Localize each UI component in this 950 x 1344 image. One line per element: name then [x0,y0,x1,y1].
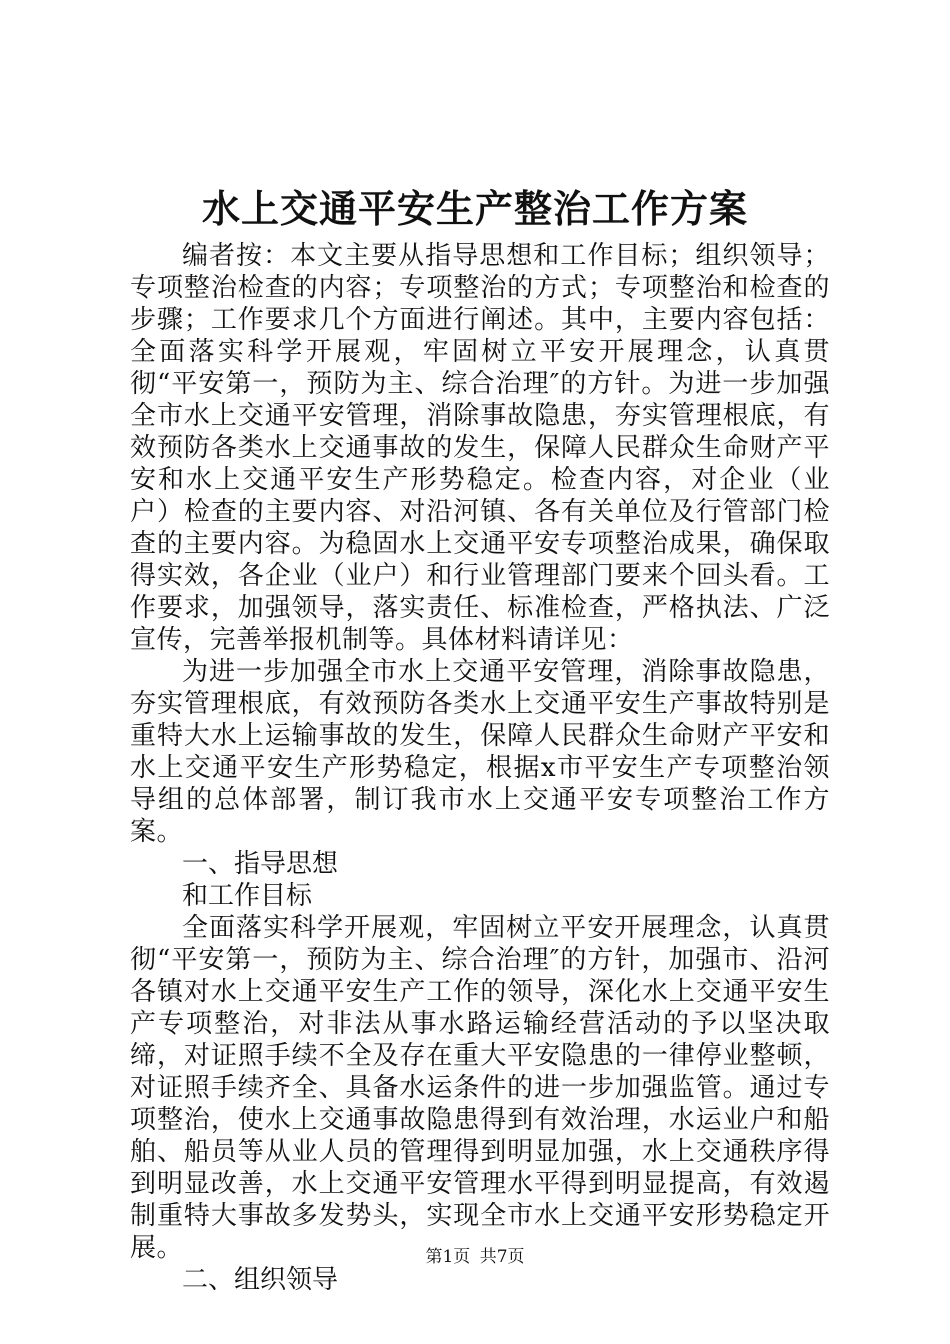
intro-paragraph: 为进一步加强全市水上交通平安管理，消除事故隐患，夯实管理根底，有效预防各类水上交通平安生产事故特别是重特大水上运输事故的发生，保障人民群众生命财产平安和水上交通平安生产形势稳定，根据x市平安生产专项整治领导组的总体部署，制订我市水上交通平安专项整治工作方案。 [130,657,830,847]
page-footer [0,1245,950,1269]
document-title: 水上交通平安生产整治工作方案 [201,186,748,231]
page-total-label: 共7页 [479,1247,525,1267]
editor-note-paragraph: 编者按：本文主要从指导思想和工作目标；组织领导；专项整治检查的内容；专项整治的方式；专项整治和检查的步骤；工作要求几个方面进行阐述。其中，主要内容包括：全面落实科学开展观，牢固树立平安开展理念，认真贯彻“平安第一，预防为主、综合治理″的方针。为进一步加强全市水上交通平安管理，消除事故隐患，夯实管理根底，有效预防各类水上交通事故的发生，保障人民群众生命财产平安和水上交通平安生产形势稳定。检查内容，对企业（业户）检查的主要内容、对沿河镇、各有关单位及行管部门检查的主要内容。为稳固水上交通平安专项整治成果，确保取得实效，各企业（业户）和行业管理部门要来个回头看。工作要求，加强领导，落实责任、标准检查，严格执法、广泛宣传，完善举报机制等。具体材料请详见： [130,241,830,655]
page-number-label: 第1页 [425,1247,471,1267]
document-body [130,240,830,1296]
section-1-subheading: 和工作目标 [182,881,313,911]
section-1-heading: 一、指导思想 [182,849,339,879]
section-2-heading: 二、组织领导 [182,1265,339,1295]
section-1-body-paragraph: 全面落实科学开展观，牢固树立平安开展理念，认真贯彻“平安第一，预防为主、综合治理″的方针，加强市、沿河各镇对水上交通平安生产工作的领导，深化水上交通平安生产专项整治，对非法从事水路运输经营活动的予以坚决取缔，对证照手续不全及存在重大平安隐患的一律停业整顿，对证照手续齐全、具备水运条件的进一步加强监管。通过专项整治，使水上交通事故隐患得到有效治理，水运业户和船舶、船员等从业人员的管理得到明显加强，水上交通秩序得到明显改善，水上交通平安管理水平得到明显提高，有效遏制重特大事故多发势头，实现全市水上交通平安形势稳定开展。 [130,913,830,1263]
